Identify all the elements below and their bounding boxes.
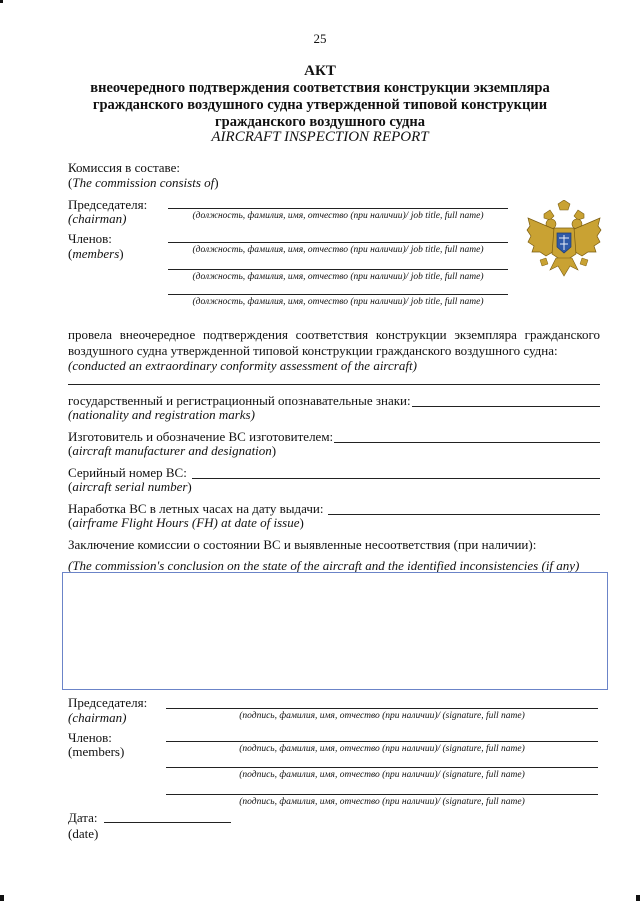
flight-hours-line[interactable]: [328, 514, 600, 515]
aircraft-description-line[interactable]: [68, 384, 600, 385]
registration-marks-label: государственный и регистрационный опознавательные знаки:: [68, 393, 411, 408]
registration-marks-line[interactable]: [412, 406, 600, 407]
signature-member-line-2[interactable]: [166, 767, 598, 768]
signature-chairman-label: Председателя:: [68, 695, 148, 710]
signature-chairman-caption: (подпись, фамилия, имя, отчество (при наличии)/ (signature, full name): [239, 711, 525, 721]
serial-number-line[interactable]: [192, 478, 600, 479]
members-label: Членов:: [68, 231, 112, 246]
scan-mark-bottom-right: [636, 895, 640, 901]
member-caption-3: (должность, фамилия, имя, отчество (при наличии)/ job title, full name): [192, 297, 484, 307]
conducted-text-en: (conducted an extraordinary conformity assessment of the aircraft): [68, 358, 417, 373]
conducted-text: провела внеочередное подтверждения соответствия конструкции экземпляра гражданского воздушного судна утвержденной типовой конструкции гражданского воздушного судна:: [68, 327, 600, 358]
date-label-en: (date): [68, 826, 99, 841]
title-english: AIRCRAFT INSPECTION REPORT: [211, 129, 429, 145]
registration-marks-label-en: (nationality and registration marks): [68, 407, 255, 422]
signature-member-caption-1: (подпись, фамилия, имя, отчество (при наличии)/ (signature, full name): [239, 744, 525, 754]
serial-number-label: Серийный номер ВС:: [68, 465, 187, 480]
member-caption-2: (должность, фамилия, имя, отчество (при наличии)/ job title, full name): [192, 272, 484, 282]
conclusion-textarea[interactable]: [62, 572, 608, 690]
signature-chairman-line[interactable]: [166, 708, 598, 709]
flight-hours-label: Наработка ВС в летных часах на дату выдачи:: [68, 501, 324, 516]
serial-number-label-en: (aircraft serial number): [68, 479, 192, 494]
commission-label-en: (The commission consists of): [68, 175, 219, 190]
date-line[interactable]: [104, 822, 231, 823]
chairman-label: Председателя:: [68, 197, 148, 212]
double-headed-eagle-emblem-icon: [526, 200, 602, 278]
signature-chairman-label-en: (chairman): [68, 710, 127, 725]
member-line-1[interactable]: [168, 242, 508, 243]
scan-mark-bottom-left: [0, 895, 4, 901]
signature-member-caption-3: (подпись, фамилия, имя, отчество (при наличии)/ (signature, full name): [239, 797, 525, 807]
manufacturer-label: Изготовитель и обозначение ВС изготовителем:: [68, 429, 334, 444]
members-label-en: (members): [68, 246, 124, 261]
title-line-2: гражданского воздушного судна утвержденной типовой конструкции: [92, 97, 548, 113]
manufacturer-line[interactable]: [334, 442, 600, 443]
member-line-2[interactable]: [168, 269, 508, 270]
date-label: Дата:: [68, 810, 98, 825]
conclusion-label-en: (The commission's conclusion on the state of the aircraft and the identified inconsistencies (if any): [68, 558, 580, 573]
member-line-3[interactable]: [168, 294, 508, 295]
chairman-line[interactable]: [168, 208, 508, 209]
signature-members-label: Членов:: [68, 730, 112, 745]
member-caption-1: (должность, фамилия, имя, отчество (при наличии)/ job title, full name): [192, 245, 484, 255]
conclusion-label: Заключение комиссии о состоянии ВС и выявленные несоответствия (при наличии):: [68, 537, 537, 552]
signature-member-caption-2: (подпись, фамилия, имя, отчество (при наличии)/ (signature, full name): [239, 770, 525, 780]
signature-members-label-en: (members): [68, 744, 125, 759]
signature-member-line-1[interactable]: [166, 741, 598, 742]
flight-hours-label-en: (airframe Flight Hours (FH) at date of issue): [68, 515, 304, 530]
chairman-caption: (должность, фамилия, имя, отчество (при наличии)/ job title, full name): [192, 211, 484, 221]
scan-mark-top-left: [0, 0, 3, 3]
title-heading: АКТ: [304, 63, 336, 79]
title-line-1: внеочередного подтверждения соответствия конструкции экземпляра: [90, 80, 550, 96]
page-number: 25: [313, 31, 327, 46]
chairman-label-en: (chairman): [68, 211, 127, 226]
manufacturer-label-en: (aircraft manufacturer and designation): [68, 443, 277, 458]
commission-label: Комиссия в составе:: [68, 160, 180, 175]
title-line-3: гражданского воздушного судна: [215, 114, 425, 130]
signature-member-line-3[interactable]: [166, 794, 598, 795]
